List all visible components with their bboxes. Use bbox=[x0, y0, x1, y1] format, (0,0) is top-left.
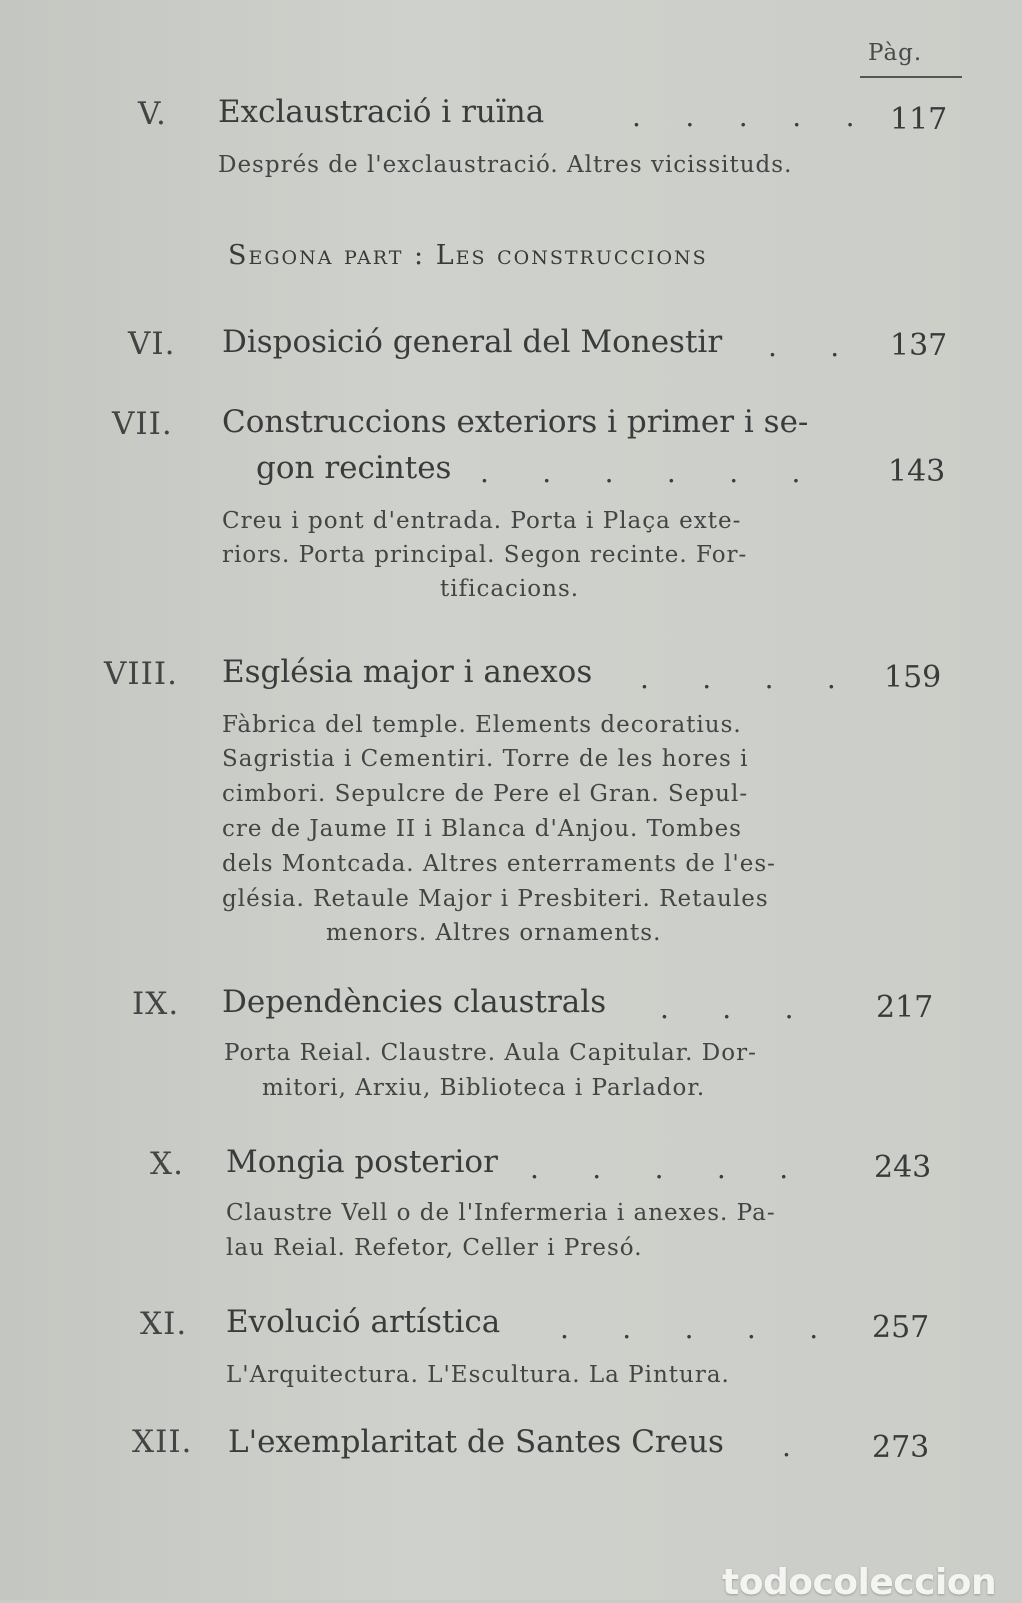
leader-dots: . . . . . bbox=[530, 1152, 789, 1185]
chapter-desc-line: Fàbrica del temple. Elements decoratius. bbox=[222, 712, 742, 738]
chapter-number: XII. bbox=[132, 1424, 193, 1460]
leader-dots: . . bbox=[768, 330, 840, 363]
chapter-desc-line: tificacions. bbox=[440, 576, 580, 602]
chapter-number: IX. bbox=[132, 986, 180, 1022]
leader-dots: . . . . . bbox=[560, 1312, 819, 1345]
chapter-desc-line: glésia. Retaule Major i Presbiteri. Retaules bbox=[222, 886, 769, 912]
page-column-rule bbox=[860, 76, 962, 78]
chapter-title: L'exemplaritat de Santes Creus bbox=[228, 1424, 724, 1460]
chapter-desc-line: menors. Altres ornaments. bbox=[326, 920, 662, 946]
chapter-desc-line: lau Reial. Refetor, Celler i Presó. bbox=[226, 1235, 643, 1261]
chapter-desc-line: cre de Jaume II i Blanca d'Anjou. Tombes bbox=[222, 816, 742, 842]
chapter-page: 117 bbox=[890, 102, 948, 137]
chapter-page: 257 bbox=[872, 1310, 930, 1345]
chapter-title-continued: gon recintes bbox=[256, 450, 452, 486]
chapter-page: 143 bbox=[888, 454, 946, 489]
leader-dots: . . . . bbox=[640, 662, 836, 695]
chapter-title: Església major i anexos bbox=[222, 654, 593, 690]
chapter-number: X. bbox=[150, 1146, 184, 1182]
chapter-page: 217 bbox=[876, 990, 934, 1025]
chapter-desc-line: riors. Porta principal. Segon recinte. For- bbox=[222, 542, 748, 568]
page-column-label: Pàg. bbox=[868, 40, 923, 66]
chapter-desc-line: Després de l'exclaustració. Altres vicissituds. bbox=[218, 152, 793, 178]
chapter-title: Dependències claustrals bbox=[222, 984, 607, 1020]
leader-dots: . . . . . bbox=[632, 100, 855, 133]
chapter-desc-line: mitori, Arxiu, Biblioteca i Parlador. bbox=[262, 1075, 706, 1101]
chapter-page: 243 bbox=[874, 1150, 932, 1185]
chapter-number: V. bbox=[138, 96, 167, 132]
leader-dots: . bbox=[782, 1430, 791, 1463]
watermark-logo: todocoleccion bbox=[722, 1562, 997, 1603]
chapter-title: Disposició general del Monestir bbox=[222, 324, 723, 360]
chapter-title: Evolució artística bbox=[226, 1304, 501, 1340]
chapter-page: 137 bbox=[890, 328, 948, 363]
chapter-desc-line: Creu i pont d'entrada. Porta i Plaça exte- bbox=[222, 508, 742, 534]
chapter-desc-line: Sagristia i Cementiri. Torre de les hores i bbox=[222, 746, 749, 772]
leader-dots: . . . . . . bbox=[480, 456, 801, 489]
chapter-number: VII. bbox=[112, 406, 173, 442]
chapter-page: 273 bbox=[872, 1430, 930, 1465]
part-heading: Segona part : Les construccions bbox=[228, 240, 708, 271]
chapter-desc-line: Porta Reial. Claustre. Aula Capitular. Dor- bbox=[224, 1040, 757, 1066]
chapter-title: Mongia posterior bbox=[226, 1144, 498, 1180]
chapter-number: VI. bbox=[128, 326, 176, 362]
chapter-desc-line: L'Arquitectura. L'Escultura. La Pintura. bbox=[226, 1362, 730, 1388]
chapter-title: Construccions exteriors i primer i se- bbox=[222, 404, 809, 440]
chapter-number: VIII. bbox=[104, 656, 178, 692]
chapter-page: 159 bbox=[884, 660, 942, 695]
chapter-desc-line: cimbori. Sepulcre de Pere el Gran. Sepul- bbox=[222, 781, 749, 807]
leader-dots: . . . bbox=[660, 992, 794, 1025]
chapter-desc-line: dels Montcada. Altres enterraments de l'es- bbox=[222, 851, 776, 877]
chapter-number: XI. bbox=[140, 1306, 188, 1342]
chapter-title: Exclaustració i ruïna bbox=[218, 94, 545, 130]
chapter-desc-line: Claustre Vell o de l'Infermeria i anexes. Pa- bbox=[226, 1200, 776, 1226]
